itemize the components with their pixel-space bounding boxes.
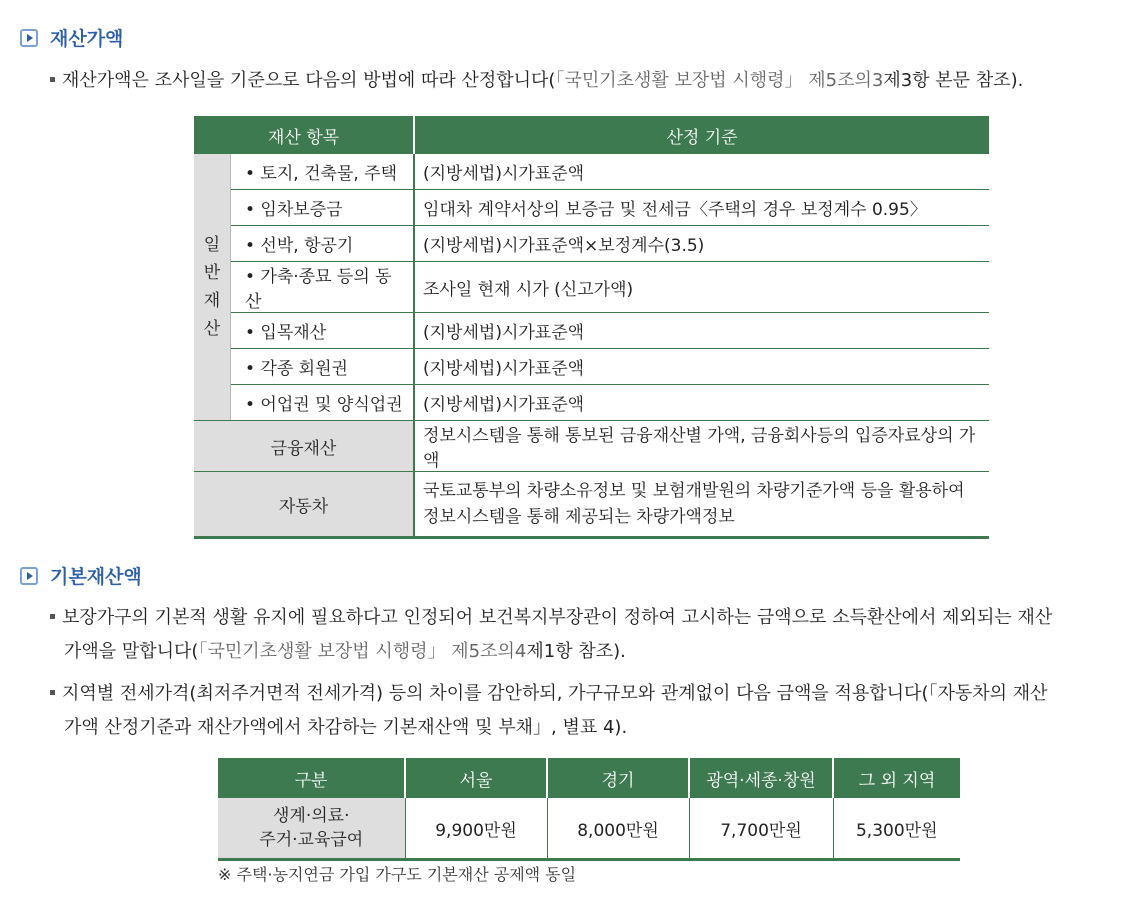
general-property-label: 일 반 재 산 [194, 154, 231, 421]
property-criterion: (지방세법)시가표준액 [414, 313, 989, 349]
property-item: • 각종 회원권 [231, 349, 415, 385]
vehicle-criterion: 국토교통부의 차량소유정보 및 보험개발원의 차량기준가액 등을 활용하여 정보시스템을 통해 제공되는 차량가액정보 [414, 472, 989, 538]
property-value-description: 재산가액은 조사일을 기준으로 다음의 방법에 따라 산정합니다(「국민기초생활 보장법 시행령」 제5조의3제3항 본문 참조). [50, 64, 1125, 98]
property-item: • 임차보증금 [231, 190, 415, 226]
property-criterion: (지방세법)시가표준액 [414, 385, 989, 421]
financial-property-label: 금융재산 [194, 421, 414, 472]
basic-property-description: 보장가구의 기본적 생활 유지에 필요하다고 인정되어 보건복지부장관이 정하여 고시하는 금액으로 소득환산에서 제외되는 재산 가액을 말합니다(「국민기초생활 보장법 시행령」 제5조의4제1항 참조). [50, 601, 1125, 669]
regional-amount-description: 지역별 전세가격(최저주거면적 전세가격) 등의 차이를 감안하되, 가구규모와 관계없이 다음 금액을 적용합니다(「자동차의 재산 가액 산정기준과 재산가액에서 차감하는 기본재산액 및 부채」, 별표 4). [50, 677, 1125, 745]
section-title: 재산가액 [50, 28, 124, 50]
amount-cell: 9,900만원 [405, 798, 547, 860]
property-criterion: (지방세법)시가표준액 [414, 154, 989, 190]
basic-property-amount-table [218, 758, 960, 861]
amount-cell: 5,300만원 [833, 798, 960, 860]
col-header-category: 구분 [218, 758, 405, 798]
square-bullet-icon [50, 614, 55, 619]
property-criterion: (지방세법)시가표준액 [414, 349, 989, 385]
amount-cell: 7,700만원 [689, 798, 833, 860]
section-title: 기본재산액 [50, 566, 142, 588]
vehicle-label: 자동차 [194, 472, 414, 538]
col-header-criteria: 산정 기준 [414, 116, 989, 154]
col-header-seoul: 서울 [405, 758, 547, 798]
property-criterion: 조사일 현재 시가 (신고가액) [414, 262, 989, 313]
col-header-metro: 광역·세종·창원 [689, 758, 833, 798]
play-square-icon [20, 29, 38, 47]
amount-cell: 8,000만원 [547, 798, 689, 860]
property-criterion: 임대차 계약서상의 보증금 및 전세금〈주택의 경우 보정계수 0.95〉 [414, 190, 989, 226]
property-item: • 입목재산 [231, 313, 415, 349]
section-heading-basic-property [20, 562, 142, 589]
play-square-icon [20, 567, 38, 585]
property-item: • 선박, 항공기 [231, 226, 415, 262]
col-header-other-region: 그 외 지역 [833, 758, 960, 798]
financial-property-criterion: 정보시스템을 통해 통보된 금융재산별 가액, 금융회사등의 입증자료상의 가액 [414, 421, 989, 472]
property-item: • 어업권 및 양식업권 [231, 385, 415, 421]
property-item: • 토지, 건축물, 주택 [231, 154, 415, 190]
section-heading-property-value [20, 24, 123, 51]
footnote: ※ 주택·농지연금 가입 가구도 기본재산 공제액 동일 [218, 865, 577, 884]
row-label-benefits: 생계·의료· 주거·교육급여 [218, 798, 405, 860]
square-bullet-icon [50, 690, 55, 695]
property-criterion: (지방세법)시가표준액×보정계수(3.5) [414, 226, 989, 262]
property-valuation-table [194, 116, 989, 539]
square-bullet-icon [50, 77, 55, 82]
property-item: • 가축·종묘 등의 동산 [231, 262, 415, 313]
col-header-gyeonggi: 경기 [547, 758, 689, 798]
col-header-item: 재산 항목 [194, 116, 414, 154]
